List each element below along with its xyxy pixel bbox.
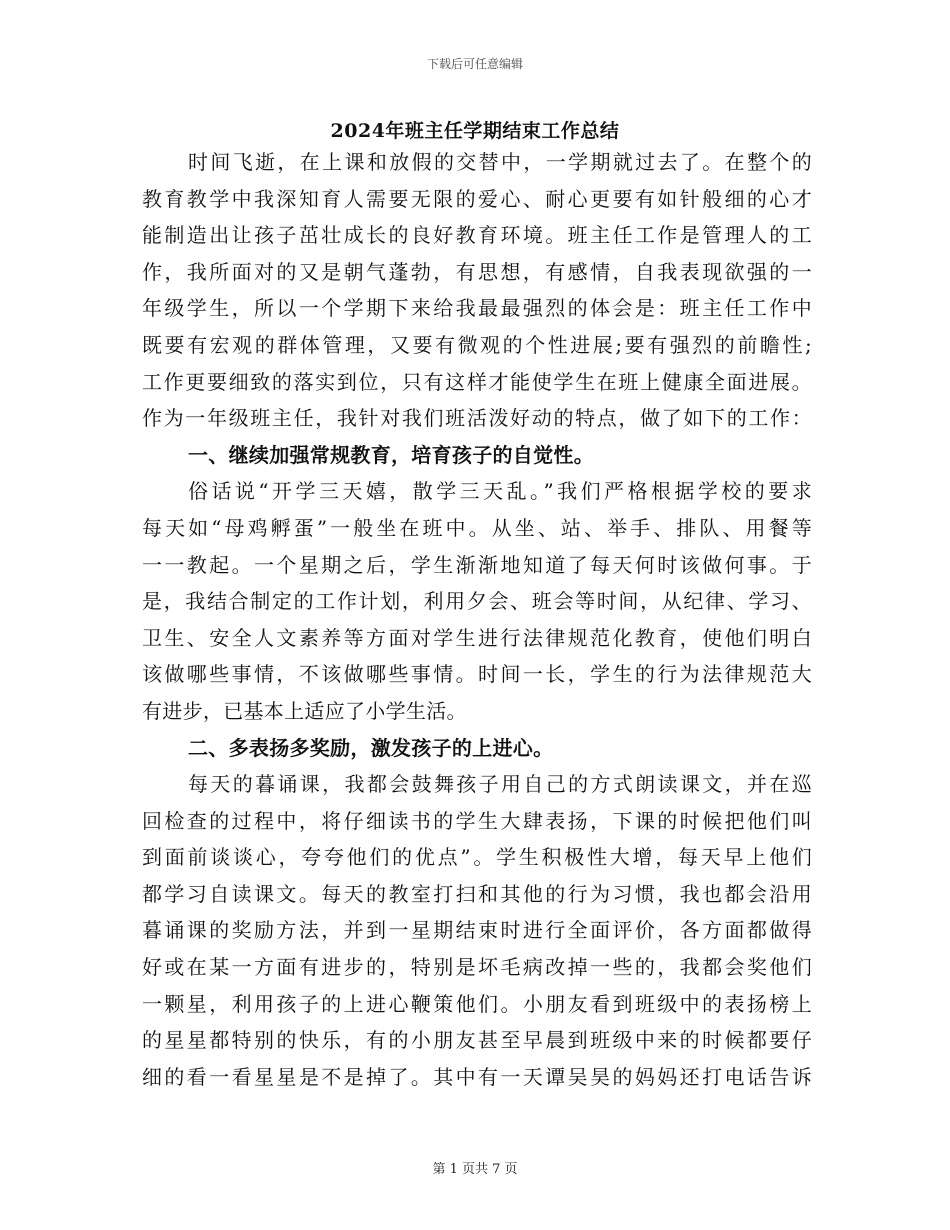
body-text-line: 卫生、安全人文素养等方面对学生进行法律规范化教育，使他们明白	[142, 625, 812, 650]
page-footer: 第 1 页共 7 页	[432, 1162, 518, 1177]
body-text-line: 细的看一看星星是不是掉了。其中有一天谭吴昊的妈妈还打电话告诉	[142, 1064, 812, 1089]
document-title: 2024年班主任学期结束工作总结	[330, 120, 620, 142]
body-text-line: 一一教起。一个星期之后，学生渐渐地知道了每天何时该做何事。于	[142, 552, 812, 577]
document-body	[142, 144, 812, 1095]
body-text-line: 都学习自读课文。每天的教室打扫和其他的行为习惯，我也都会沿用	[142, 881, 812, 906]
body-text-line: 一颗星，利用孩子的上进心鞭策他们。小朋友看到班级中的表扬榜上	[142, 991, 812, 1016]
body-text-line: 工作更要细致的落实到位，只有这样才能使学生在班上健康全面进展。	[142, 369, 812, 394]
section-heading: 一、继续加强常规教育，培育孩子的自觉性。	[188, 442, 594, 467]
body-text-line: 教育教学中我深知育人需要无限的爱心、耐心更要有如针般细的心才	[142, 186, 812, 211]
body-text-line: 该做哪些事情，不该做哪些事情。时间一长，学生的行为法律规范大	[142, 662, 812, 687]
body-text-line: 每天如“母鸡孵蛋”一般坐在班中。从坐、站、举手、排队、用餐等	[142, 515, 812, 540]
body-text-line: 到面前谈谈心，夸夸他们的优点”。学生积极性大增，每天早上他们	[142, 845, 812, 870]
body-text-line: 作，我所面对的又是朝气蓬勃，有思想，有感情，自我表现欲强的一	[142, 259, 812, 284]
body-text-line: 有进步，已基本上适应了小学生活。	[142, 698, 467, 723]
body-text-line: 好或在某一方面有进步的，特别是坏毛病改掉一些的，我都会奖他们	[142, 955, 812, 980]
body-text-line: 是，我结合制定的工作计划，利用夕会、班会等时间，从纪律、学习、	[142, 589, 812, 614]
body-text-line: 既要有宏观的群体管理，又要有微观的个性进展;要有强烈的前瞻性;	[142, 332, 812, 357]
section-heading: 二、多表扬多奖励，激发孩子的上进心。	[188, 735, 554, 760]
body-text-line: 的星星都特别的快乐，有的小朋友甚至早晨到班级中来的时候都要仔	[142, 1028, 812, 1053]
body-text-line: 时间飞逝，在上课和放假的交替中，一学期就过去了。在整个的	[188, 150, 812, 174]
body-text-line: 暮诵课的奖励方法，并到一星期结束时进行全面评价，各方面都做得	[142, 918, 812, 943]
body-text-line: 能制造出让孩子茁壮成长的良好教育环境。班主任工作是管理人的工	[142, 223, 812, 248]
body-text-line: 回检查的过程中，将仔细读书的学生大肆表扬，下课的时候把他们叫	[142, 808, 812, 833]
body-text-line: 俗话说“开学三天嬉，散学三天乱。”我们严格根据学校的要求	[188, 479, 812, 504]
body-text-line: 作为一年级班主任，我针对我们班活泼好动的特点，做了如下的工作：	[142, 406, 812, 431]
body-text-line: 每天的暮诵课，我都会鼓舞孩子用自己的方式朗读课文，并在巡	[188, 772, 812, 797]
body-text-line: 年级学生，所以一个学期下来给我最最强烈的体会是：班主任工作中	[142, 296, 812, 321]
header-note: 下载后可任意编辑	[426, 57, 523, 71]
